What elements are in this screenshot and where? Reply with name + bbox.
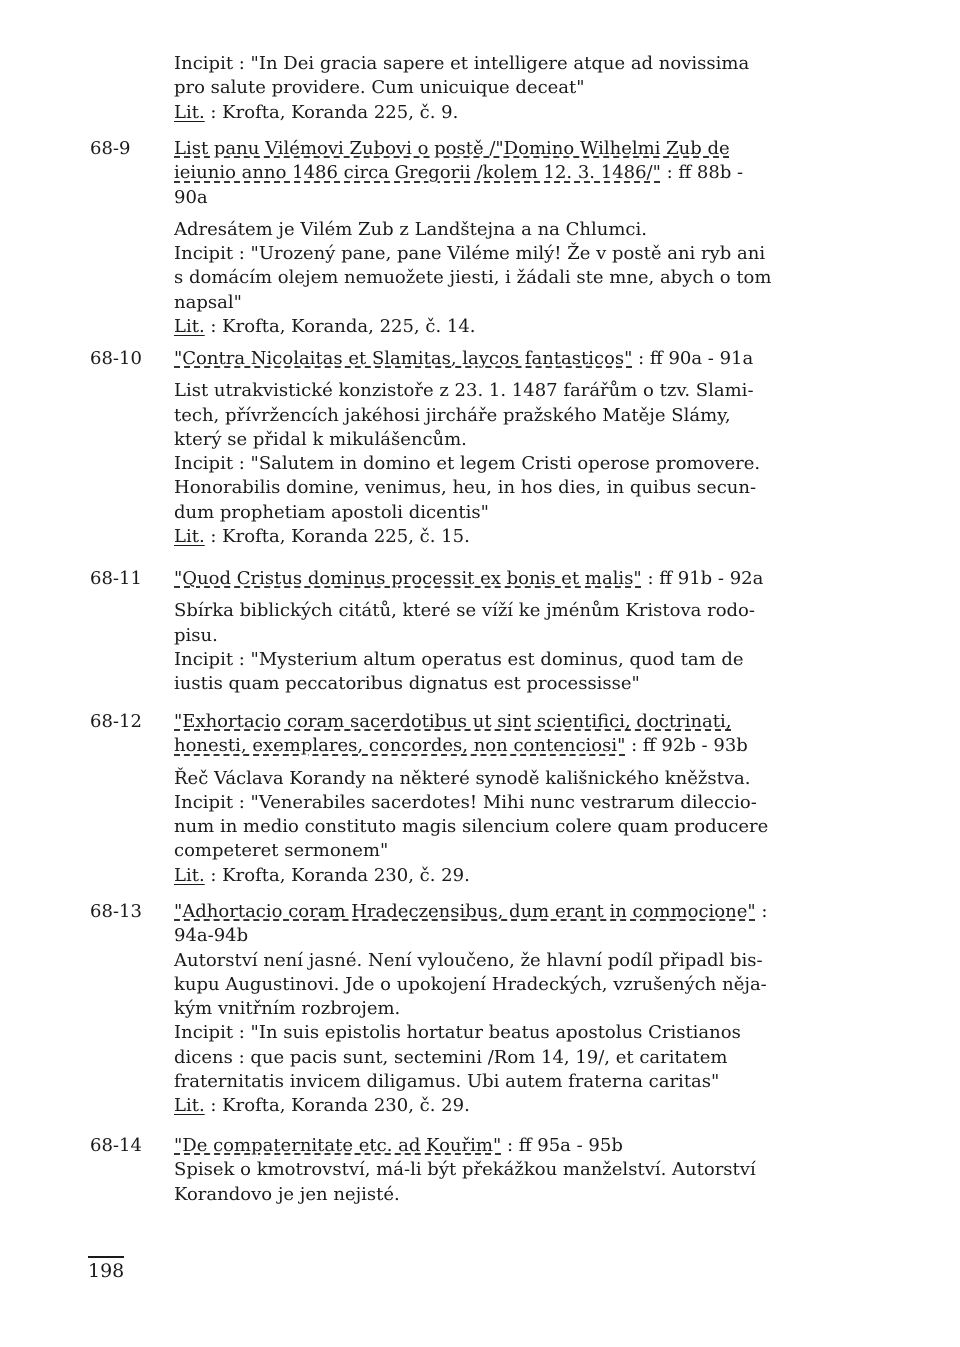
text-line: Incipit : "In Dei gracia sapere et intelligere atque ad novissima (174, 53, 750, 74)
text-line: Sbírka biblických citátů, které se víží ke jménům Kristova rodo- (174, 600, 755, 622)
lit-reference: : Krofta, Koranda 230, č. 29. (204, 1095, 470, 1117)
entry-number: 68-13 (90, 901, 142, 922)
lit-label: Lit. (174, 316, 205, 338)
folio-reference: : ff 90a - 91a (632, 348, 754, 369)
text-line: kým vnitřním rozbrojem. (174, 998, 401, 1020)
entry-body (174, 710, 884, 888)
text-line: Autorství není jasné. Není vyloučeno, že hlavní podíl připadl bis- (174, 949, 763, 971)
text-line: iustis quam peccatoribus dignatus est processisse" (174, 673, 640, 695)
folio-reference: : (755, 901, 768, 922)
text-line: Korandovo je jen nejisté. (174, 1183, 400, 1205)
entry-number: 68-11 (90, 568, 142, 589)
entry-title-line (174, 1134, 884, 1158)
folio-reference: : ff 92b - 93b (625, 735, 748, 757)
text-line: dicens : que pacis sunt, sectemini /Rom 14, 19/, et caritatem (174, 1046, 728, 1068)
text-line: Incipit : "Mysterium altum operatus est dominus, quod tam de (174, 648, 744, 670)
text-line: Řeč Václava Korandy na některé synodě kališnického kněžstva. (174, 767, 751, 789)
literature-line (174, 1094, 884, 1118)
literature-line (174, 864, 884, 888)
text-line: Incipit : "Urozený pane, pane Viléme milý! Že v postě ani ryb ani (174, 243, 766, 265)
text-line: Incipit : "Venerabiles sacerdotes! Mihi nunc vestrarum dileccio- (174, 791, 757, 813)
text-line: Spisek o kmotrovství, má-li být překážkou manželství. Autorství (174, 1159, 756, 1181)
text-line: List utrakvistické konzistoře z 23. 1. 1487 farářům o tzv. Slami- (174, 380, 754, 402)
entry-title: ieiunio anno 1486 circa Gregorii /kolem 12. 3. 1486/" (174, 162, 661, 184)
text-line: Incipit : "Salutem in domino et legem Cristi operose promovere. (174, 453, 761, 475)
entry-number: 68-14 (90, 1135, 142, 1156)
text-line: který se přidal k mikulášencům. (174, 428, 467, 450)
entry-title-line (174, 710, 884, 734)
entry-title-line (174, 161, 884, 185)
lit-reference: : Krofta, Koranda, 225, č. 14. (204, 316, 476, 338)
entry-title-line (174, 900, 884, 924)
intro-incipit (174, 52, 884, 125)
lit-label: Lit. (174, 101, 205, 123)
folio-reference: : ff 91b - 92a (641, 568, 764, 589)
entry-number: 68-9 (90, 138, 131, 159)
text-line: dum prophetiam apostoli dicentis" (174, 501, 489, 523)
text-line: Adresátem je Vilém Zub z Landštejna a na Chlumci. (174, 218, 647, 240)
literature-line (174, 315, 884, 339)
lit-reference: : Krofta, Koranda 225, č. 9. (204, 101, 459, 123)
text-line: pisu. (174, 624, 218, 646)
text-line: pro salute providere. Cum unicuique deceat" (174, 77, 585, 99)
lit-reference: : Krofta, Koranda 230, č. 29. (204, 864, 470, 886)
literature-line (174, 101, 884, 125)
entry-title-line (174, 137, 884, 161)
text-line: num in medio constituto magis silencium colere quam producere (174, 816, 769, 838)
entry-title-line (174, 347, 884, 371)
folio-reference: : ff 95a - 95b (501, 1135, 623, 1156)
entry-title-line (174, 567, 884, 591)
lit-reference: : Krofta, Koranda 225, č. 15. (204, 526, 470, 548)
entry-title: "De compaternitate etc. ad Kouřim" (174, 1135, 502, 1156)
entry-title-line (174, 734, 884, 758)
entry-body (174, 347, 884, 549)
text-line: kupu Augustinovi. Jde o upokojení Hradeckých, vzrušených něja- (174, 973, 767, 995)
text-line: napsal" (174, 291, 242, 313)
entry-title: "Adhortacio coram Hradeczensibus, dum erant in commocione" (174, 901, 756, 922)
entry-title: "Quod Cristus dominus processit ex bonis et malis" (174, 568, 642, 589)
text-line: s domácím olejem nemuožete jiesti, i žádali ste mne, abych o tom (174, 267, 772, 289)
folio-continuation: 90a (174, 186, 208, 208)
entry-body (174, 137, 884, 339)
text-line: competeret sermonem" (174, 840, 389, 862)
text-line: tech, přívržencích jakéhosi jircháře pražského Matěje Slámy, (174, 404, 731, 426)
lit-label: Lit. (174, 526, 205, 548)
entry-number: 68-12 (90, 711, 142, 732)
entry-title: List panu Vilémovi Zubovi o postě /"Domino Wilhelmi Zub de (174, 138, 730, 159)
literature-line (174, 525, 884, 549)
entry-title: "Contra Nicolaitas et Slamitas, laycos fantasticos" (174, 348, 633, 369)
text-line: Incipit : "In suis epistolis hortatur beatus apostolus Cristianos (174, 1022, 741, 1044)
lit-label: Lit. (174, 864, 205, 886)
entry-number: 68-10 (90, 348, 142, 369)
entry-title: honesti, exemplares, concordes, non contenciosi" (174, 735, 626, 757)
text-line: fraternitatis invicem diligamus. Ubi autem fraterna caritas" (174, 1071, 720, 1093)
page-number: 198 (88, 1256, 124, 1282)
entry-title: "Exhortacio coram sacerdotibus ut sint scientifici, doctrinati, (174, 711, 732, 732)
lit-label: Lit. (174, 1095, 205, 1117)
text-line: Honorabilis domine, venimus, heu, in hos dies, in quibus secun- (174, 477, 757, 499)
entry-body (174, 1134, 884, 1207)
entry-body (174, 567, 884, 696)
folio-continuation: 94a-94b (174, 925, 249, 947)
entry-body (174, 900, 884, 1119)
folio-reference: : ff 88b - (660, 162, 744, 184)
